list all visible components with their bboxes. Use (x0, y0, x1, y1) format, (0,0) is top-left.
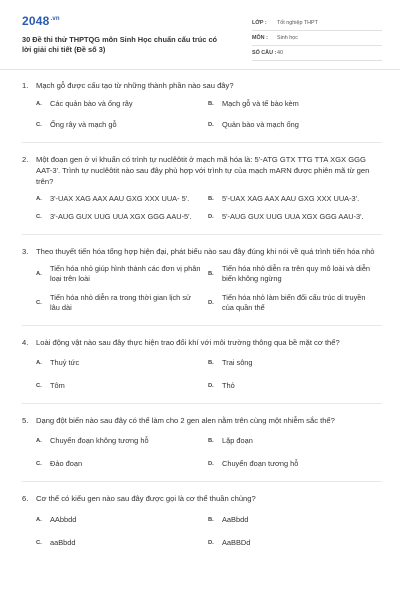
answer-options (36, 515, 382, 548)
option-b[interactable]: B. 5'-UAX XAG AAX AAU GXG XXX UUA-3'. (208, 194, 360, 203)
option-c[interactable]: C. Tôm (36, 381, 65, 390)
option-a[interactable]: A. Chuyển đoạn không tương hỗ (36, 436, 149, 445)
question-number: 5. (22, 416, 29, 425)
meta-row-subject (252, 31, 382, 46)
exam-meta (252, 16, 382, 61)
site-logo[interactable]: $2048^{.vn}$ (22, 14, 60, 28)
question-divider (22, 325, 382, 326)
meta-label: MÔN : (252, 35, 268, 41)
meta-label: SỐ CÂU : (252, 50, 277, 56)
document-title: 30 Đề thi thử THPTQG môn Sinh Học chuẩn cấu trúc có lời giải chi tiết (Đề số 3) (22, 35, 218, 54)
answer-options (36, 194, 382, 222)
option-b[interactable]: B. Tiến hóa nhỏ diễn ra trên quy mô loài và diễn biến không ngừng (208, 264, 371, 283)
option-d[interactable]: D. Tiến hóa nhỏ làm biến đổi cấu trúc di truyền của quần thể (208, 293, 366, 312)
answer-options (36, 358, 382, 391)
option-a[interactable]: A. Các quản bào và ống rây (36, 99, 133, 108)
question-3 (22, 246, 382, 313)
question-text: Theo thuyết tiến hóa tổng hợp hiện đại, phát biểu nào sau đây đúng khi nói về quá trình tiến hóa nhỏ (36, 247, 375, 256)
question-text: Loài động vật nào sau đây thực hiện trao đổi khí với môi trường thông qua bề mặt cơ thể? (36, 338, 340, 347)
option-b[interactable]: B. Mạch gỗ và tế bào kèm (208, 99, 299, 108)
question-divider (22, 142, 382, 143)
question-divider (22, 403, 382, 404)
option-a[interactable]: A. 3'-UAX XAG AAX AAU GXG XXX UUA- 5'. (36, 194, 190, 203)
question-2 (22, 154, 382, 222)
meta-row-grade (252, 16, 382, 31)
question-1 (22, 80, 382, 130)
option-a[interactable]: A. Thuỷ tức (36, 358, 80, 367)
option-c[interactable]: C. Đảo đoạn (36, 459, 83, 468)
question-text: Một đoạn gen ở vi khuẩn có trình tự nuclêôtit ở mạch mã hóa là: 5'-ATG GTX TTG TTA XGX GGG AAT-3'. Trình tự nuclêôtit nào sau đây phù hợp với trình tự của mạch mARN được phiên mã từ gen trên? (36, 155, 370, 186)
meta-row-count (252, 46, 382, 61)
option-a[interactable]: A. Tiến hóa nhỏ giúp hình thành các đơn vị phân loại trên loài (36, 264, 201, 283)
header-divider (0, 69, 400, 70)
meta-value: 40 (277, 50, 283, 56)
meta-value: Sinh học (277, 35, 298, 41)
question-5 (22, 415, 382, 469)
question-divider (22, 234, 382, 235)
option-d[interactable]: D. Thỏ (208, 381, 235, 390)
option-c[interactable]: C. Ống rây và mạch gỗ (36, 120, 117, 129)
meta-label: LỚP : (252, 20, 267, 26)
question-number: 2. (22, 155, 29, 164)
option-c[interactable]: C. 3'-AUG GUX UUG UUA XGX GGG AAU-5'. (36, 212, 192, 221)
question-divider (22, 481, 382, 482)
option-b[interactable]: B. Trai sông (208, 358, 253, 367)
question-number: 4. (22, 338, 29, 347)
option-c[interactable]: C. aaBbdd (36, 538, 76, 547)
question-4 (22, 337, 382, 391)
question-text: Cơ thể có kiểu gen nào sau đây được gọi là cơ thể thuần chủng? (36, 494, 256, 503)
question-number: 1. (22, 81, 29, 90)
question-list (22, 80, 382, 548)
page-header (22, 14, 382, 66)
option-a[interactable]: A. AAbbdd (36, 515, 77, 524)
option-b[interactable]: B. AaBbdd (208, 515, 249, 524)
question-text: Mạch gỗ được cấu tạo từ những thành phần nào sau đây? (36, 81, 234, 90)
question-6 (22, 493, 382, 548)
question-number: 6. (22, 494, 29, 503)
meta-value: Tốt nghiệp THPT (277, 20, 318, 26)
question-number: 3. (22, 247, 29, 256)
answer-options (36, 99, 382, 130)
option-d[interactable]: D. 5'-AUG GUX UUG UUA XGX GGG AAU-3'. (208, 212, 364, 221)
answer-options (36, 264, 382, 313)
answer-options (36, 436, 382, 469)
question-text: Dạng đột biến nào sau đây có thể làm cho 2 gen alen nằm trên cùng một nhiễm sắc thể? (36, 416, 335, 425)
option-d[interactable]: D. Chuyển đoạn tương hỗ (208, 459, 299, 468)
option-b[interactable]: B. Lặp đoạn (208, 436, 253, 445)
option-d[interactable]: D. AaBBDd (208, 538, 251, 547)
option-c[interactable]: C. Tiến hóa nhỏ diễn ra trong thời gian lịch sử lâu dài (36, 293, 191, 312)
option-d[interactable]: D. Quản bào và mạch ống (208, 120, 299, 129)
